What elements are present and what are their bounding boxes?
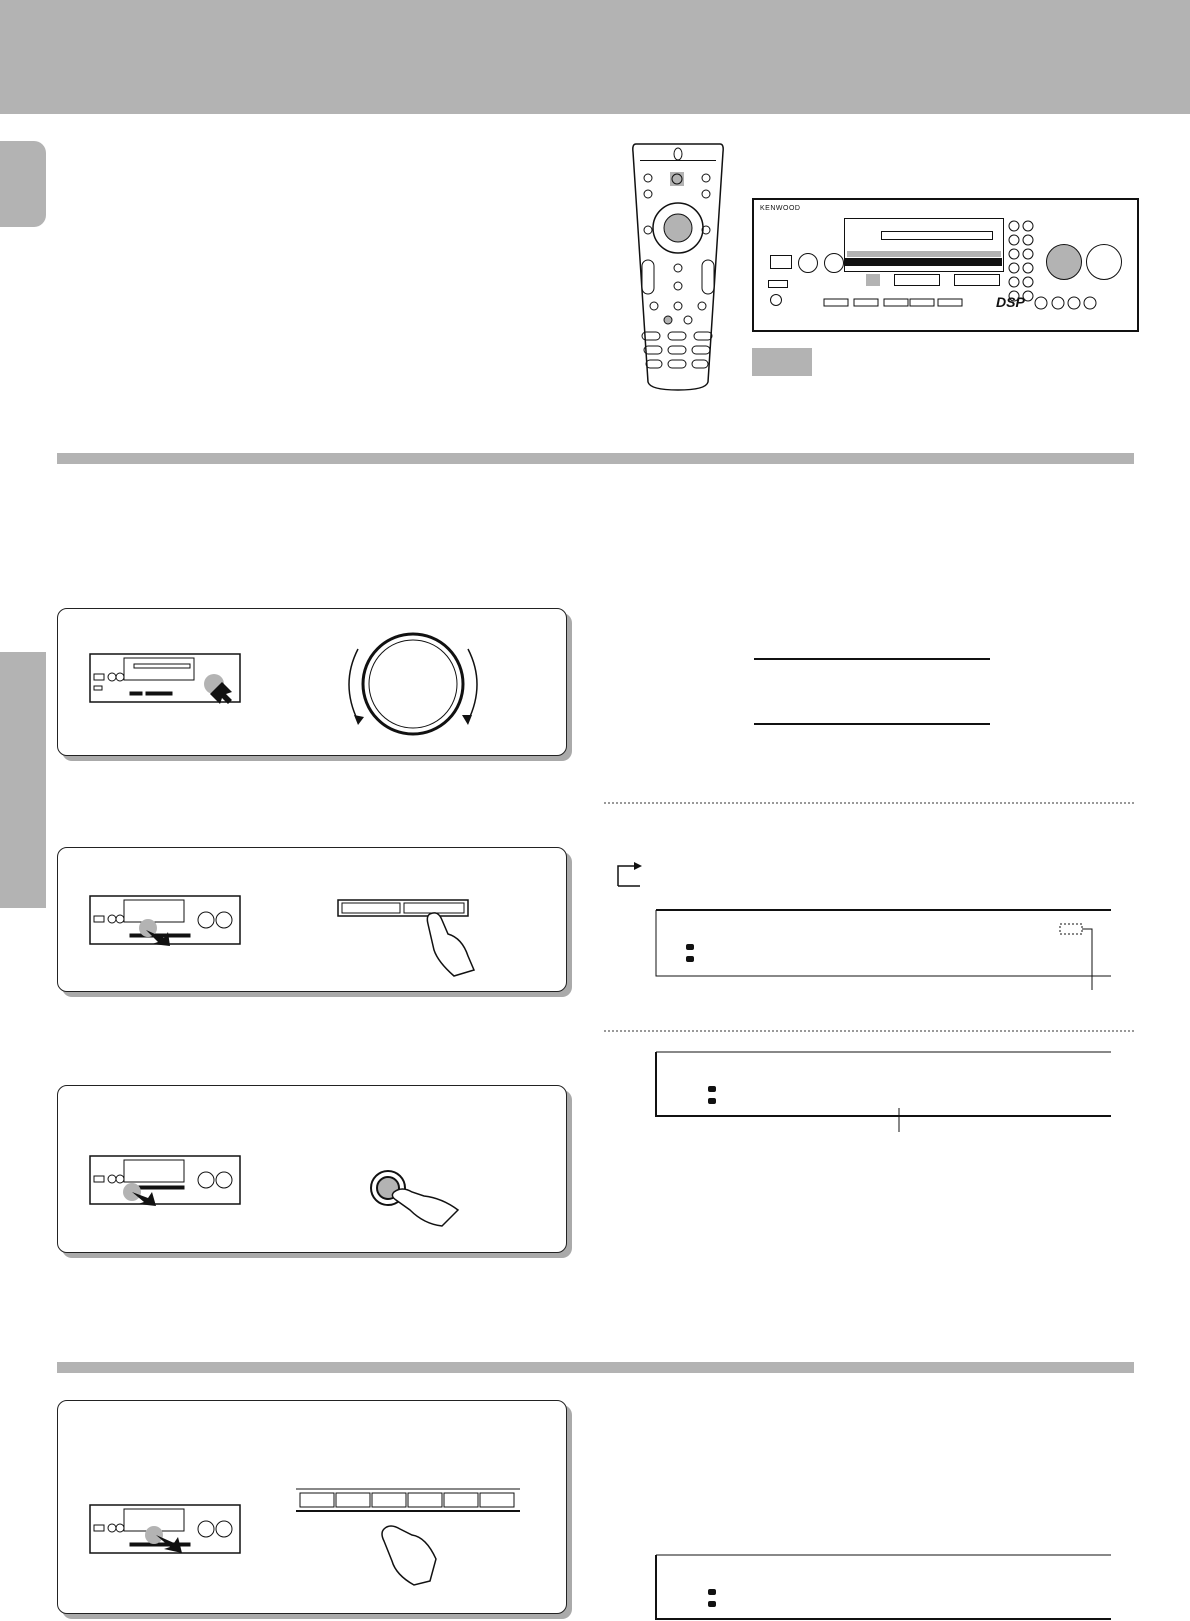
label-box — [752, 348, 812, 376]
section-divider-bar — [57, 453, 1134, 464]
receiver-mini-illustration — [90, 1156, 240, 1206]
volume-knob — [1086, 244, 1122, 280]
brand-logo: KENWOOD — [760, 205, 801, 212]
display-diagram — [656, 1555, 1111, 1621]
round-button-icon — [368, 1166, 478, 1236]
dotted-separator — [604, 802, 1134, 804]
dsp-logo: DSP — [996, 294, 1025, 310]
step-panel-multibutton — [57, 1400, 567, 1614]
power-button — [770, 255, 792, 269]
rule-line — [754, 658, 990, 660]
pointing-hand-icon — [338, 900, 488, 980]
indicator-bracket — [616, 858, 646, 888]
pointing-hand-icon — [296, 1489, 526, 1589]
receiver-mini-illustration — [90, 896, 240, 946]
input-selector-knob — [1046, 244, 1082, 280]
standby-indicator — [768, 280, 788, 288]
section-side-tab — [0, 652, 46, 908]
phones-jack — [770, 294, 782, 306]
step-panel-roundbutton — [57, 1085, 567, 1253]
knob-icon — [824, 253, 844, 273]
display-diagram — [656, 1052, 1111, 1132]
dotted-separator — [604, 1030, 1134, 1032]
rule-line — [754, 723, 990, 725]
step-panel-knob — [57, 608, 567, 756]
step-panel-buttonbar — [57, 847, 567, 992]
section-divider-bar — [57, 1362, 1134, 1373]
highlight-control — [866, 274, 880, 286]
rotary-knob-icon — [338, 629, 488, 739]
remote-control-illustration — [630, 142, 726, 392]
display-diagram — [656, 910, 1111, 976]
knob-icon — [798, 253, 818, 273]
receiver-front-panel-illustration — [752, 198, 1139, 332]
receiver-mini-illustration — [90, 1505, 240, 1555]
receiver-mini-illustration — [90, 654, 240, 704]
header-band — [0, 0, 1190, 114]
chapter-tab — [0, 141, 46, 227]
